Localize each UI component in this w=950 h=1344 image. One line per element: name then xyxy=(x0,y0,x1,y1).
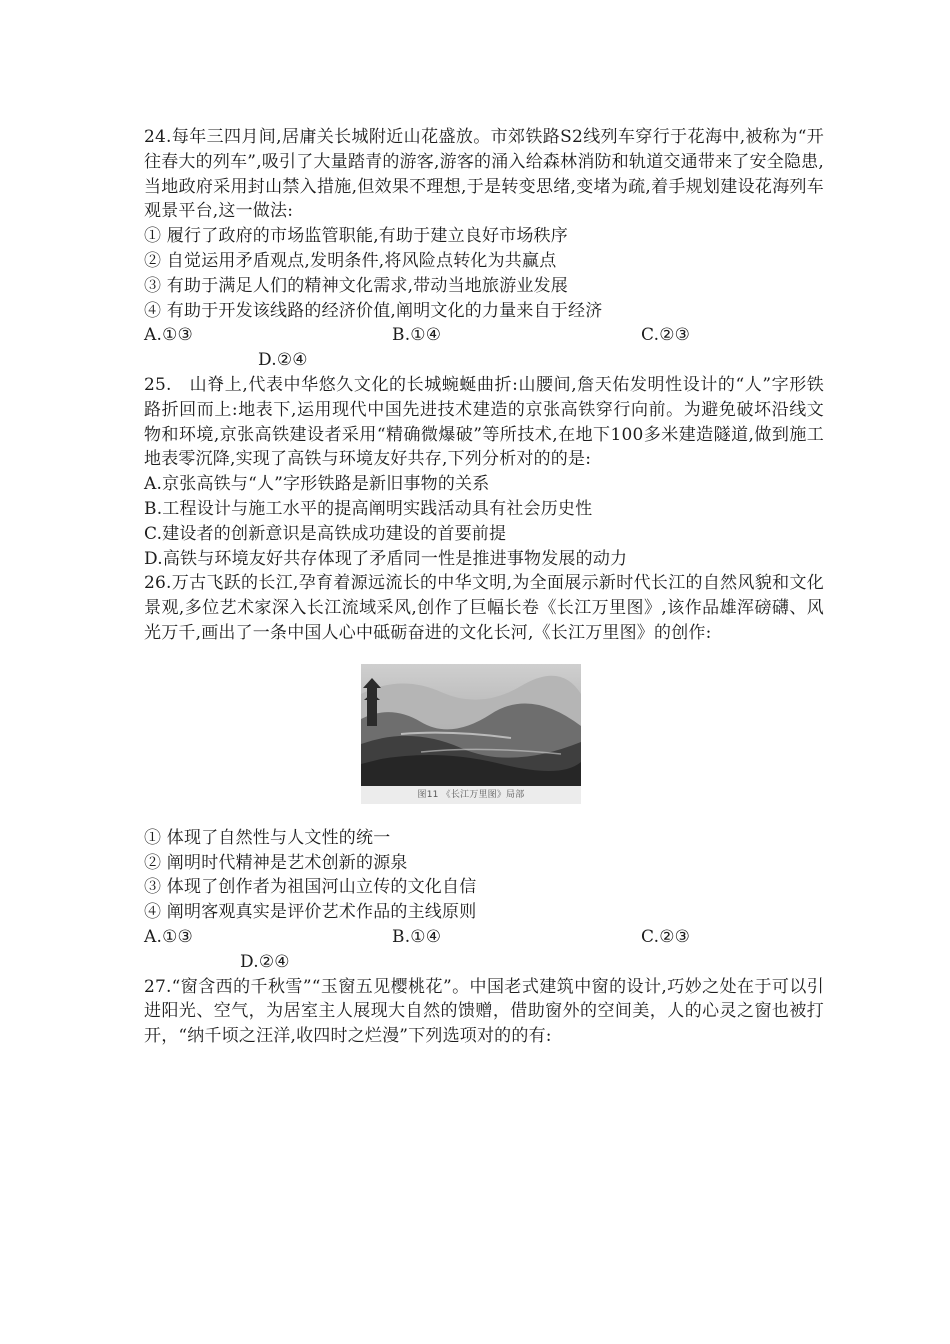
q26-item-4: ④ 阐明客观真实是评价艺术作品的主线原则 xyxy=(144,902,477,923)
q24-option-b: B.①④ xyxy=(392,325,442,346)
q24-item-4: ④ 有助于开发该线路的经济价值,阐明文化的力量来自于经济 xyxy=(144,300,603,321)
q24-item-3: ③ 有助于满足人们的精神文化需求,带动当地旅游业发展 xyxy=(144,275,569,296)
q26-stem: 26.万古飞跃的长江,孕育着源远流长的中华文明,为全面展示新时代长江的自然风貌和文化景观,多位艺术家深入长江流域采风,创作了巨幅长卷《长江万里图》,该作品雄浑磅礴、风光万千,画出了一条中国人心中砥砺奋进的文化长河,《长江万里图》的创作: xyxy=(144,573,824,643)
landscape-painting-image xyxy=(361,664,581,804)
q24-item-1: ① 履行了政府的市场监管职能,有助于建立良好市场秩序 xyxy=(144,226,569,247)
q25-stem: 25. 山脊上,代表中华悠久文化的长城蜿蜒曲折:山腰间,詹天佑发明性设计的“人”字形铁路折回而上:地表下,运用现代中国先进技术建造的京张高铁穿行向前。为避免破坏沿线文物和环境,京张高铁建设者采用“精确微爆破”等所技术,在地下100多米建造隧道,做到施工地表零沉降,实现了高铁与环境友好共存,下列分析对的的是: xyxy=(144,374,824,470)
q24-option-d: D.②④ xyxy=(258,350,308,371)
q24-item-2: ② 自觉运用矛盾观点,发明条件,将风险点转化为共赢点 xyxy=(144,250,557,271)
q25-option-c: C.建设者的创新意识是高铁成功建设的首要前提 xyxy=(144,523,507,544)
q24-options-row xyxy=(144,323,824,348)
figure-caption: 图11 《长江万里图》局部 xyxy=(361,786,581,804)
painting-illustration xyxy=(361,664,581,786)
q24-stem: 24.每年三四月间,居庸关长城附近山花盛放。市郊铁路S2线列车穿行于花海中,被称为“开往春大的列车”,吸引了大量踏青的游客,游客的涌入给森林消防和轨道交通带来了安全隐患,当地政府采用封山禁入措施,但效果不理想,于是转变思绪,变堵为疏,着手规划建设花海列车观景平台,这一做法: xyxy=(144,127,824,222)
q25-option-a: A.京张高铁与“人”字形铁路是新旧事物的关系 xyxy=(144,474,490,495)
q26-item-2: ② 阐明时代精神是艺术创新的源泉 xyxy=(144,852,408,873)
q25-option-d: D.高铁与环境友好共存体现了矛盾同一性是推进事物发展的动力 xyxy=(144,548,628,569)
q25-option-b: B.工程设计与施工水平的提高阐明实践活动具有社会历史性 xyxy=(144,498,593,519)
q27-stem: 27.“窗含西的千秋雪”“玉窗五见樱桃花”。中国老式建筑中窗的设计,巧妙之处在于可以引进阳光、空气，为居室主人展现大自然的馈赠，借助窗外的空间美，人的心灵之窗也被打开，“纳千顷之汪洋,收四时之烂漫”下列选项对的的有: xyxy=(144,976,824,1047)
q26-option-b: B.①④ xyxy=(392,926,442,947)
q26-option-a: A.①③ xyxy=(144,926,193,947)
q26-options-row xyxy=(144,925,824,950)
q24-option-a: A.①③ xyxy=(144,325,193,346)
q24-option-c: C.②③ xyxy=(641,325,691,346)
q26-item-3: ③ 体现了创作者为祖国河山立传的文化自信 xyxy=(144,877,477,898)
exam-page xyxy=(144,125,824,1049)
q26-item-1: ① 体现了自然性与人文性的统一 xyxy=(144,827,391,848)
q26-option-d: D.②④ xyxy=(240,951,290,972)
q26-option-c: C.②③ xyxy=(641,926,691,947)
